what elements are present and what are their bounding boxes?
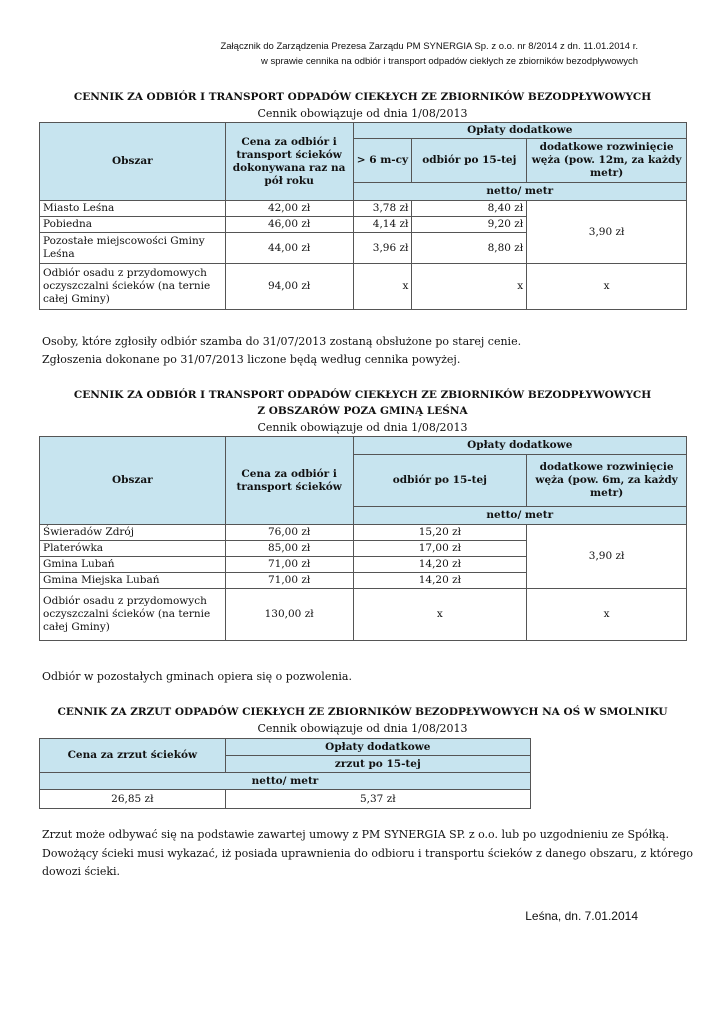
cell-po15: 14,20 zł bbox=[353, 573, 527, 589]
section1-subtitle: Cennik obowiązuje od dnia 1/08/2013 bbox=[257, 107, 468, 120]
cell-po15: 9,20 zł bbox=[412, 217, 527, 233]
table-row bbox=[40, 201, 687, 217]
header-obszar: Obszar bbox=[40, 123, 226, 201]
section1-note1: Osoby, które zgłosiły odbiór szamba do 31/07/2013 zostaną obsłużone po starej cenie. bbox=[42, 335, 522, 348]
section3-note1: Zrzut może odbywać się na podstawie zawartej umowy z PM SYNERGIA SP. z o.o. lub po uzgodnieniu ze Spółką. bbox=[42, 828, 669, 841]
header-netto: netto/ metr bbox=[40, 773, 531, 790]
price-table-zrzut bbox=[39, 738, 531, 809]
header-over6: > 6 m-cy bbox=[353, 139, 412, 183]
section2-title1: CENNIK ZA ODBIÓR I TRANSPORT ODPADÓW CIEKŁYCH ZE ZBIORNIKÓW BEZODPŁYWOWYCH bbox=[73, 389, 652, 401]
cell-rozwiniecie: 3,90 zł bbox=[527, 201, 687, 264]
section2-subtitle: Cennik obowiązuje od dnia 1/08/2013 bbox=[257, 421, 468, 434]
cell-over6: 3,96 zł bbox=[353, 233, 412, 264]
cell-rozwiniecie: x bbox=[527, 264, 687, 310]
table-row bbox=[40, 264, 687, 310]
cell-obszar: Pozostałe miejscowości Gminy Leśna bbox=[40, 233, 226, 264]
header-netto: netto/ metr bbox=[353, 507, 686, 525]
cell-cena: 85,00 zł bbox=[225, 541, 353, 557]
cell-obszar: Gmina Lubań bbox=[40, 557, 226, 573]
cell-cena: 71,00 zł bbox=[225, 573, 353, 589]
cell-obszar: Platerówka bbox=[40, 541, 226, 557]
cell-cena: 76,00 zł bbox=[225, 525, 353, 541]
section1-title: CENNIK ZA ODBIÓR I TRANSPORT ODPADÓW CIEKŁYCH ZE ZBIORNIKÓW BEZODPŁYWOWYCH bbox=[73, 91, 652, 103]
section3-note3: dowozi ścieki. bbox=[42, 865, 121, 878]
section1-note2: Zgłoszenia dokonane po 31/07/2013 liczone będą według cennika powyżej. bbox=[42, 353, 461, 366]
header-cena-zrzut: Cena za zrzut ścieków bbox=[40, 739, 226, 773]
header-netto: netto/ metr bbox=[353, 183, 686, 201]
price-table-lesna bbox=[39, 122, 687, 310]
header-obszar: Obszar bbox=[40, 437, 226, 525]
cell-rozwiniecie: x bbox=[527, 589, 687, 641]
cell-po15: x bbox=[412, 264, 527, 310]
header-oplaty: Opłaty dodatkowe bbox=[225, 739, 530, 756]
cell-cena: 46,00 zł bbox=[225, 217, 353, 233]
cell-obszar: Gmina Miejska Lubań bbox=[40, 573, 226, 589]
cell-cena: 44,00 zł bbox=[225, 233, 353, 264]
document-header-line1: Załącznik do Zarządzenia Prezesa Zarządu PM SYNERGIA Sp. z o.o. nr 8/2014 z dn. 11.01.2014 r. bbox=[220, 41, 638, 52]
cell-po15: 8,40 zł bbox=[412, 201, 527, 217]
header-rozwiniecie: dodatkowe rozwinięcie węża (pow. 12m, za każdy metr) bbox=[527, 139, 687, 183]
cell-over6: 3,78 zł bbox=[353, 201, 412, 217]
cell-obszar: Świeradów Zdrój bbox=[40, 525, 226, 541]
section3-title: CENNIK ZA ZRZUT ODPADÓW CIEKŁYCH ZE ZBIORNIKÓW BEZODPŁYWOWYCH NA OŚ W SMOLNIKU bbox=[57, 706, 668, 718]
header-cena: Cena za odbiór i transport ścieków bbox=[225, 437, 353, 525]
price-table-outside bbox=[39, 436, 687, 641]
header-cena: Cena za odbiór i transport ścieków dokonywana raz na pół roku bbox=[225, 123, 353, 201]
cell-cena: 71,00 zł bbox=[225, 557, 353, 573]
cell-obszar: Miasto Leśna bbox=[40, 201, 226, 217]
cell-po15: 8,80 zł bbox=[412, 233, 527, 264]
cell-cena: 130,00 zł bbox=[225, 589, 353, 641]
cell-obszar: Odbiór osadu z przydomowych oczyszczalni ścieków (na ternie całej Gminy) bbox=[40, 589, 226, 641]
table-row bbox=[40, 525, 687, 541]
table-row bbox=[40, 589, 687, 641]
cell-po15: x bbox=[353, 589, 527, 641]
cell-rozwiniecie: 3,90 zł bbox=[527, 525, 687, 589]
cell-cena: 94,00 zł bbox=[225, 264, 353, 310]
table-row bbox=[40, 790, 531, 809]
section3-subtitle: Cennik obowiązuje od dnia 1/08/2013 bbox=[257, 722, 468, 735]
cell-zrzut: 5,37 zł bbox=[225, 790, 530, 809]
header-po15: odbiór po 15-tej bbox=[353, 455, 527, 507]
cell-over6: x bbox=[353, 264, 412, 310]
cell-po15: 17,00 zł bbox=[353, 541, 527, 557]
cell-po15: 15,20 zł bbox=[353, 525, 527, 541]
header-rozwiniecie: dodatkowe rozwinięcie węża (pow. 6m, za każdy metr) bbox=[527, 455, 687, 507]
cell-obszar: Pobiedna bbox=[40, 217, 226, 233]
section2-title2: Z OBSZARÓW POZA GMINĄ LEŚNA bbox=[257, 405, 468, 417]
cell-cena-zrzut: 26,85 zł bbox=[40, 790, 226, 809]
header-oplaty: Opłaty dodatkowe bbox=[353, 123, 686, 139]
header-po15: odbiór po 15-tej bbox=[412, 139, 527, 183]
section2-note: Odbiór w pozostałych gminach opiera się o pozwolenia. bbox=[42, 670, 352, 683]
section3-note2: Dowożący ścieki musi wykazać, iż posiada uprawnienia do odbioru i transportu ścieków z danego obszaru, z którego bbox=[42, 847, 694, 860]
cell-obszar: Odbiór osadu z przydomowych oczyszczalni ścieków (na ternie całej Gminy) bbox=[40, 264, 226, 310]
header-zrzut: zrzut po 15-tej bbox=[225, 756, 530, 773]
cell-po15: 14,20 zł bbox=[353, 557, 527, 573]
header-oplaty: Opłaty dodatkowe bbox=[353, 437, 686, 455]
cell-cena: 42,00 zł bbox=[225, 201, 353, 217]
cell-over6: 4,14 zł bbox=[353, 217, 412, 233]
document-header-line2: w sprawie cennika na odbiór i transport odpadów ciekłych ze zbiorników bezodpływowych bbox=[260, 56, 638, 67]
document-date: Leśna, dn. 7.01.2014 bbox=[525, 909, 638, 923]
